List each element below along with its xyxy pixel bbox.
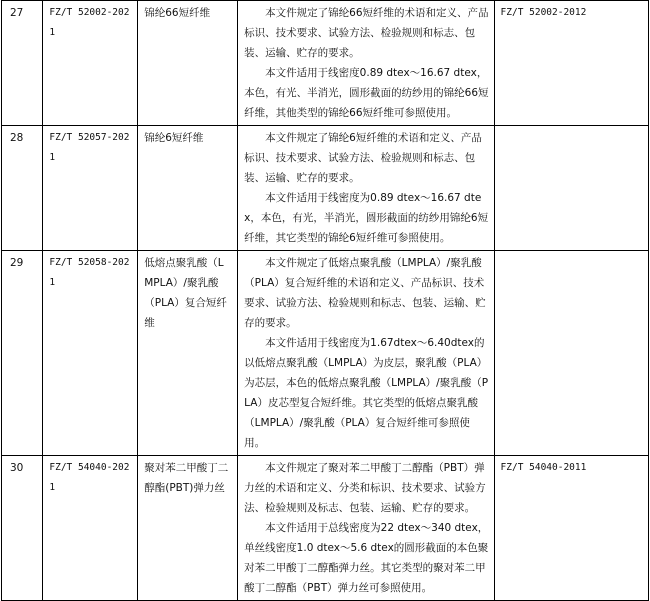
description-paragraph: 本文件适用于线密度0.89 dtex～16.67 dtex，本色，有光、半消光，圆形截面的纺纱用的锦纶66短纤维，其他类型的锦纶66短纤维可参照使用。	[244, 67, 489, 119]
standard-name: 锦纶66短纤维	[138, 1, 238, 126]
replaced-standard: FZ/T 54040-2011	[494, 456, 648, 601]
standard-description	[238, 126, 494, 251]
standard-code: FZ/T 52002-2021	[43, 1, 138, 126]
replaced-standard: FZ/T 52002-2012	[494, 1, 648, 126]
table-row	[2, 251, 649, 456]
table-row	[2, 1, 649, 126]
standard-name: 低熔点聚乳酸（LMPLA）/聚乳酸（PLA）复合短纤维	[138, 251, 238, 456]
description-paragraph: 本文件规定了锦纶66短纤维的术语和定义、产品标识、技术要求、试验方法、检验规则和标志、包装、运输、贮存的要求。	[244, 7, 489, 59]
table-row	[2, 126, 649, 251]
replaced-standard	[494, 251, 648, 456]
standard-code: FZ/T 54040-2021	[43, 456, 138, 601]
table-row	[2, 456, 649, 601]
description-paragraph: 本文件规定了聚对苯二甲酸丁二醇酯（PBT）弹力丝的术语和定义、分类和标识、技术要求、试验方法、检验规则及标志、包装、运输、贮存的要求。	[244, 462, 486, 514]
standards-table	[1, 0, 649, 601]
standard-code: FZ/T 52057-2021	[43, 126, 138, 251]
standard-description	[238, 251, 494, 456]
row-index: 27	[2, 1, 43, 126]
standard-name: 聚对苯二甲酸丁二醇酯(PBT)弹力丝	[138, 456, 238, 601]
row-index: 28	[2, 126, 43, 251]
description-paragraph: 本文件规定了锦纶6短纤维的术语和定义、产品标识、技术要求、试验方法、检验规则和标志、包装、运输、贮存的要求。	[244, 132, 482, 184]
standard-code: FZ/T 52058-2021	[43, 251, 138, 456]
row-index: 29	[2, 251, 43, 456]
standard-name: 锦纶6短纤维	[138, 126, 238, 251]
description-paragraph: 本文件适用于线密度为1.67dtex～6.40dtex的以低熔点聚乳酸（LMPLA）为皮层，聚乳酸（PLA）为芯层，本色的低熔点聚乳酸（LMPLA）/聚乳酸（PLA）皮芯型复合短纤维。其它类型的低熔点聚乳酸（LMPLA）/聚乳酸（PLA）复合短纤维可参照使用。	[244, 337, 489, 449]
standard-description	[238, 1, 494, 126]
row-index: 30	[2, 456, 43, 601]
replaced-standard	[494, 126, 648, 251]
description-paragraph: 本文件适用于总线密度为22 dtex～340 dtex，单丝线密度1.0 dtex～5.6 dtex的圆形截面的本色聚对苯二甲酸丁二醇酯弹力丝。其它类型的聚对苯二甲酸丁二醇酯（PBT）弹力丝可参照使用。	[244, 522, 489, 594]
standard-description	[238, 456, 494, 601]
description-paragraph: 本文件适用于线密度为0.89 dtex～16.67 dtex，本色，有光，半消光，圆形截面的纺纱用锦纶6短纤维，其它类型的锦纶6短纤维可参照使用。	[244, 192, 489, 244]
description-paragraph: 本文件规定了低熔点聚乳酸（LMPLA）/聚乳酸（PLA）复合短纤维的术语和定义、产品标识、技术要求、试验方法、检验规则和标志、包装、运输、贮存的要求。	[244, 257, 486, 329]
